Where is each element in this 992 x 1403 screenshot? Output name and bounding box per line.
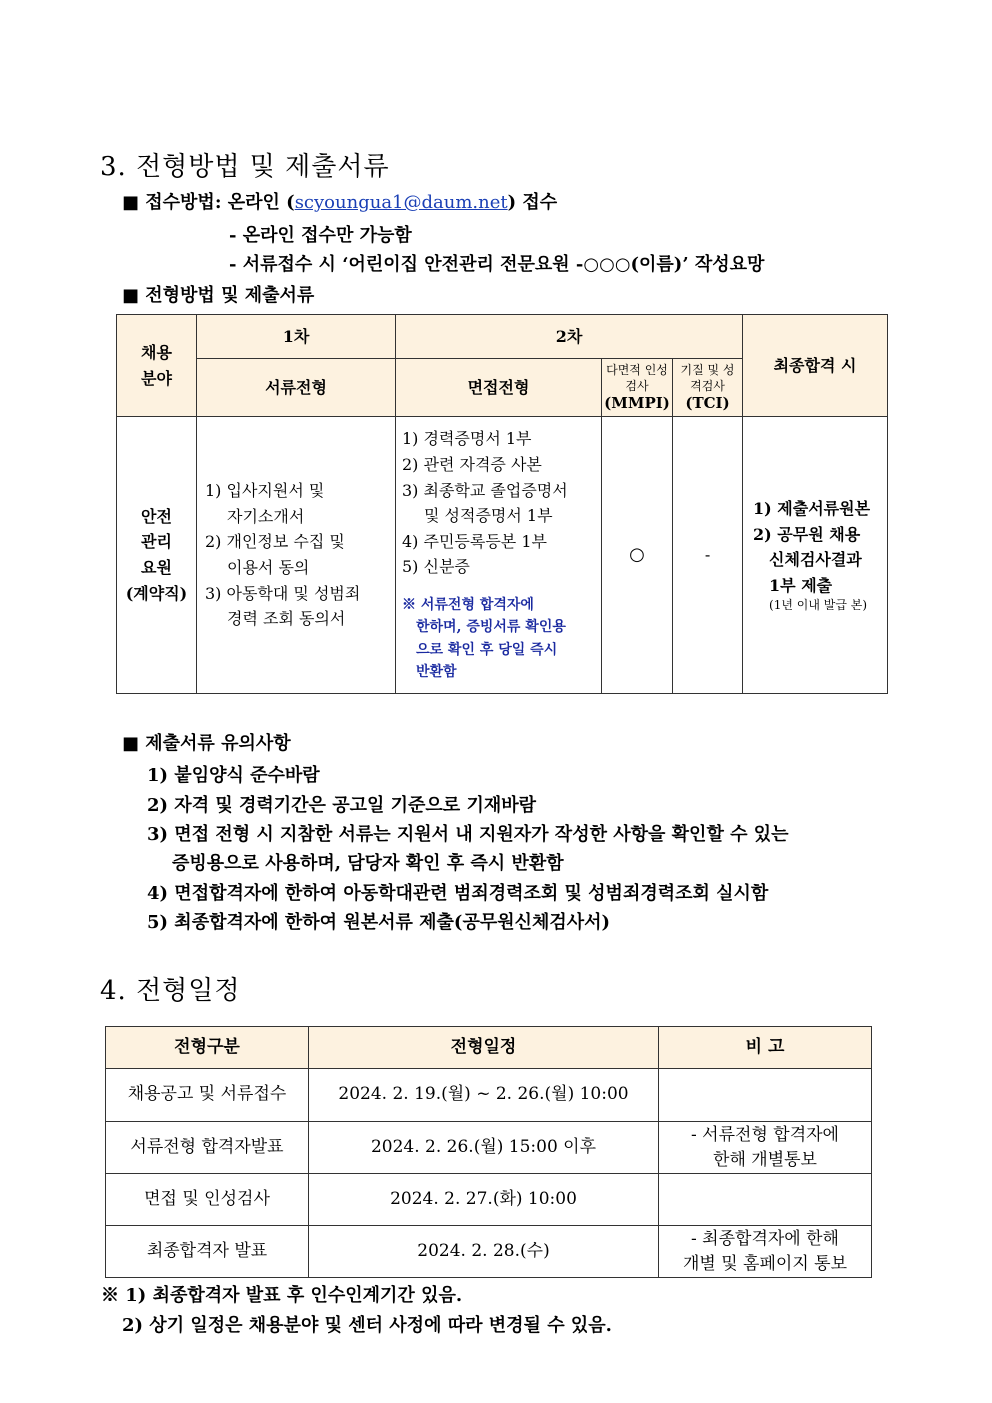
header-tci (673, 359, 743, 417)
table-row (106, 1174, 872, 1226)
list-item: 5) 신분증 (402, 557, 470, 577)
caution-item: 1) 붙임양식 준수바람 (147, 765, 320, 786)
list-item: 및 성적증명서 1부 (424, 506, 553, 526)
header-final: 최종합격 시 (743, 315, 888, 417)
header-mmpi-code: (MMPI) (604, 394, 670, 413)
schedule-note (659, 1069, 872, 1122)
header-mmpi (602, 359, 673, 417)
list-item: 2) 관련 자격증 사본 (402, 455, 542, 475)
list-item: 3) 아동학대 및 성범죄 (205, 583, 361, 603)
list-item: 경력 조회 동의서 (227, 609, 346, 629)
schedule-date: 2024. 2. 26.(월) 15:00 이후 (309, 1122, 659, 1174)
schedule-stage: 최종합격자 발표 (106, 1226, 309, 1278)
footnote-2: 2) 상기 일정은 채용분야 및 센터 사정에 따라 변경될 수 있음. (122, 1315, 612, 1336)
schedule-stage: 서류전형 합격자발표 (106, 1122, 309, 1174)
caution-item: 4) 면접합격자에 한하여 아동학대관련 범죄경력조회 및 성범죄경력조회 실시함 (147, 883, 769, 904)
list-item: 1) 경력증명서 1부 (402, 429, 532, 449)
section3-title: 3. 전형방법 및 제출서류 (100, 152, 390, 182)
method-heading: ■ 전형방법 및 제출서류 (122, 285, 315, 306)
header-round2: 2차 (396, 315, 743, 359)
schedule-table (105, 1026, 872, 1278)
caution-item: 5) 최종합격자에 한하여 원본서류 제출(공무원신체검사서) (147, 912, 611, 933)
final-docs: 1) 제출서류원본 2) 공무원 채용 신체검사결과 1부 제출 (1년 이내 발급 본) (743, 417, 888, 694)
receipt-label: ■ 접수방법: 온라인 ( (122, 192, 295, 213)
receipt-method (122, 188, 557, 214)
header-interview: 면접전형 (396, 359, 602, 417)
list-item: 1) 입사지원서 및 (205, 481, 325, 501)
table-row (106, 1122, 872, 1174)
email-link[interactable]: scyoungua1@daum.net (294, 192, 508, 213)
section4-title: 4. 전형일정 (100, 976, 241, 1006)
list-item: 이용서 동의 (227, 558, 310, 577)
receipt-note-2: - 서류접수 시 ‘어린이집 안전관리 전문요원 -○○○(이름)’ 작성요망 (229, 254, 765, 275)
schedule-stage: 채용공고 및 서류접수 (106, 1069, 309, 1122)
schedule-date: 2024. 2. 27.(화) 10:00 (309, 1174, 659, 1226)
receipt-note-1: - 온라인 접수만 가능함 (229, 225, 412, 246)
schedule-header-date: 전형일정 (309, 1027, 659, 1069)
table-row (106, 1069, 872, 1122)
list-item: 3) 최종학교 졸업증명서 (402, 480, 568, 500)
list-item: 4) 주민등록등본 1부 (402, 531, 547, 551)
header-tci-label: 기질 및 성격검사 (680, 362, 735, 393)
header-docs-screening: 서류전형 (197, 359, 396, 417)
caution-item: 2) 자격 및 경력기간은 공고일 기준으로 기재바람 (147, 795, 537, 816)
schedule-header-stage: 전형구분 (106, 1027, 309, 1069)
header-round1: 1차 (197, 315, 396, 359)
table-row (106, 1226, 872, 1278)
tci-mark: - (673, 417, 743, 694)
schedule-date: 2024. 2. 19.(월) ~ 2. 26.(월) 10:00 (309, 1069, 659, 1122)
schedule-note: - 서류전형 합격자에 한해 개별통보 (659, 1122, 872, 1174)
interview-note: ※ 서류전형 합격자에 한하며, 증빙서류 확인용 으로 확인 후 당일 즉시 반환함 (402, 597, 566, 681)
list-item: 2) 개인정보 수집 및 (205, 532, 345, 552)
receipt-suffix: ) 접수 (507, 192, 558, 213)
field-cell: 안전 관리 요원 (계약직) (117, 417, 197, 694)
schedule-header-note: 비 고 (659, 1027, 872, 1069)
final-note: (1년 이내 발급 본) (769, 598, 868, 613)
header-tci-code: (TCI) (685, 394, 730, 413)
schedule-note: - 최종합격자에 한해 개별 및 홈페이지 통보 (659, 1226, 872, 1278)
cautions-heading: ■ 제출서류 유의사항 (122, 733, 291, 754)
caution-item: 3) 면접 전형 시 지참한 서류는 지원서 내 지원자가 작성한 사항을 확인할 수 있는 (147, 824, 789, 845)
schedule-date: 2024. 2. 28.(수) (309, 1226, 659, 1278)
footnote-1: ※ 1) 최종합격자 발표 후 인수인계기간 있음. (101, 1285, 463, 1306)
schedule-stage: 면접 및 인성검사 (106, 1174, 309, 1226)
caution-item: 증빙용으로 사용하며, 담당자 확인 후 즉시 반환함 (172, 853, 564, 874)
schedule-note (659, 1174, 872, 1226)
list-item: 자기소개서 (227, 506, 305, 526)
docs-list (197, 417, 396, 694)
mmpi-mark: ○ (602, 417, 673, 694)
selection-method-table (116, 314, 888, 694)
interview-list (396, 417, 602, 694)
header-field: 채용 분야 (117, 315, 197, 417)
header-mmpi-label: 다면적 인성검사 (606, 362, 668, 393)
